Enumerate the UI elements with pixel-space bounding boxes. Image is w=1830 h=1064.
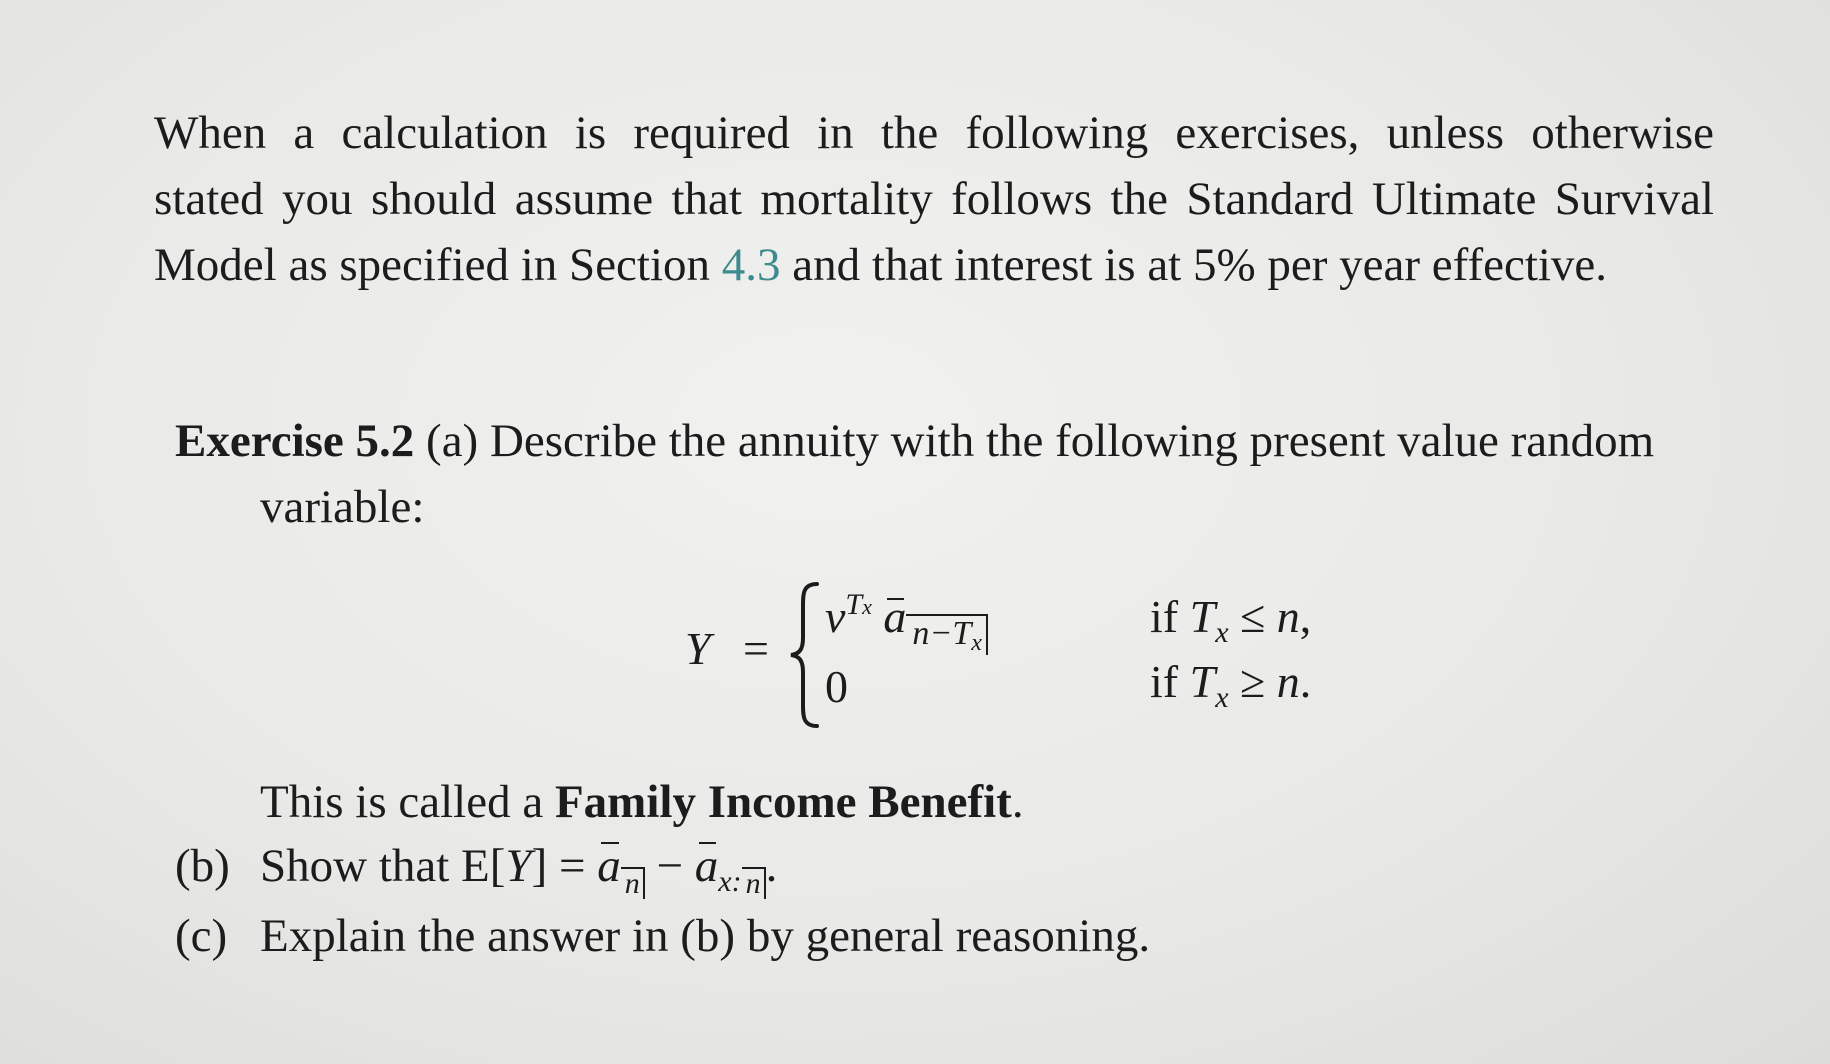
part-c-label: (c) bbox=[175, 910, 228, 962]
equation-case-2: 0 bbox=[825, 661, 848, 712]
cond2-if: if bbox=[1150, 656, 1190, 707]
annuity-angle bbox=[906, 614, 988, 655]
part-b-end: . bbox=[765, 840, 778, 892]
angle-sub: x bbox=[971, 630, 982, 656]
intro-line-3-post: and that interest is at 5% per year effective. bbox=[780, 239, 1608, 291]
part-b-Y: Y bbox=[505, 840, 532, 892]
intro-line-2: stated you should assume that mortality follows the Standard Ultimate Survival bbox=[154, 173, 1714, 225]
equation-case-1 bbox=[825, 588, 988, 656]
part-b-sub: x: bbox=[718, 865, 742, 898]
exercise-heading: Exercise 5.2 bbox=[175, 415, 415, 467]
cond1-sub: x bbox=[1215, 616, 1229, 649]
part-b-label: (b) bbox=[175, 840, 230, 892]
cond2-sub: x bbox=[1215, 681, 1229, 714]
part-c-text: Explain the answer in (b) by general reasoning. bbox=[260, 910, 1151, 962]
part-b-text bbox=[260, 834, 777, 904]
part-b-minus: − bbox=[644, 840, 695, 892]
cond1-if: if bbox=[1150, 591, 1190, 642]
intro-paragraph bbox=[154, 100, 1714, 298]
intro-line-3-pre: Model as specified in Section bbox=[154, 239, 722, 291]
exponent-T: T bbox=[845, 588, 863, 621]
exercise-part-b bbox=[175, 834, 1695, 904]
cond1-end: , bbox=[1299, 591, 1312, 642]
part-b-annuity-1: a bbox=[597, 834, 621, 898]
v-symbol: v bbox=[825, 591, 846, 642]
part-a-label: (a) bbox=[426, 415, 479, 467]
part-a-text: Describe the annuity with the following present value random bbox=[489, 415, 1655, 467]
angle-text: n−T bbox=[912, 615, 972, 652]
exercise-part-c bbox=[175, 904, 1695, 968]
part-b-angle-1: n bbox=[621, 867, 645, 899]
exercise-part-a bbox=[175, 408, 1695, 474]
intro-line-1: When a calculation is required in the following exercises, unless otherwise bbox=[154, 107, 1714, 159]
equation-equals: = bbox=[743, 623, 769, 674]
cond2-T: T bbox=[1189, 656, 1216, 707]
intro-line-3 bbox=[154, 232, 1714, 298]
part-b-angle-2: n bbox=[742, 867, 766, 899]
condition-1 bbox=[1150, 590, 1312, 649]
left-brace-icon bbox=[787, 580, 821, 730]
part-b-pre: Show that E[ bbox=[260, 840, 506, 892]
cond2-n: n bbox=[1276, 656, 1300, 707]
cond2-rel: ≥ bbox=[1228, 656, 1277, 707]
cond2-end: . bbox=[1299, 656, 1312, 707]
equation-lhs: Y bbox=[685, 623, 711, 674]
exponent bbox=[845, 588, 871, 621]
present-value-equation bbox=[685, 580, 1385, 730]
part-b-annuity-2: a bbox=[695, 834, 719, 898]
cond1-n: n bbox=[1276, 591, 1300, 642]
exercise-block bbox=[175, 408, 1695, 540]
family-income-sentence bbox=[175, 770, 1695, 834]
cond1-rel: ≤ bbox=[1228, 591, 1277, 642]
exponent-sub: x bbox=[862, 594, 872, 619]
part-a-text-continued: variable: bbox=[260, 481, 425, 533]
exercise-continuation bbox=[175, 770, 1695, 968]
called-post: . bbox=[1011, 776, 1024, 828]
called-pre: This is called a bbox=[260, 776, 555, 828]
condition-2 bbox=[1150, 655, 1312, 714]
section-reference-link[interactable]: 4.3 bbox=[721, 239, 781, 291]
part-b-mid: ] = bbox=[531, 840, 598, 892]
cond1-T: T bbox=[1189, 591, 1216, 642]
annuity-symbol: a bbox=[883, 591, 907, 642]
family-income-benefit-term: Family Income Benefit bbox=[554, 776, 1012, 828]
